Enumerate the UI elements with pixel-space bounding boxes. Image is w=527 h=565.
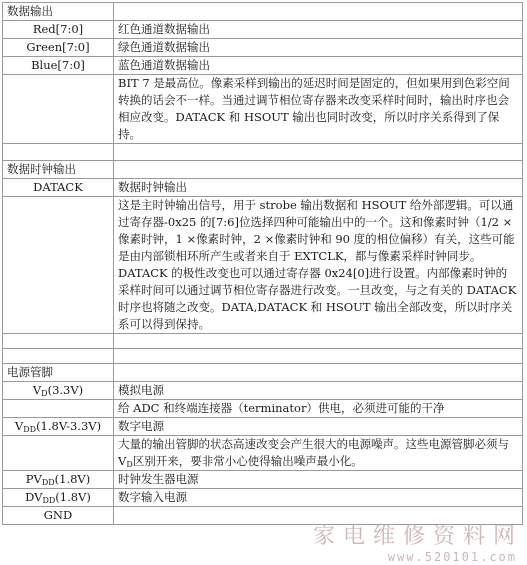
table-row-gnd xyxy=(3,507,523,525)
table-row-vdd-note xyxy=(3,436,523,471)
pin-desc-vd: 模拟电源 xyxy=(114,382,523,400)
data-output-note: BIT 7 是最高位。像素采样到输出的延迟时间是固定的，但如果用到色彩空间转换的话会不一样。当通过调节相位寄存器来改变采样时间时，输出时序也会相应改变。DATACK 和 HSOUT 输出也同时改变，所以时序关系得到了保持。 xyxy=(114,75,523,144)
section-title-data-output: 数据输出 xyxy=(3,3,114,21)
pin-name-red: Red[7:0] xyxy=(3,21,114,39)
section-row-clock-output xyxy=(3,161,523,179)
pin-desc-datack: 数据时钟输出 xyxy=(114,179,523,197)
pin-name-datack: DATACK xyxy=(3,179,114,197)
table-row-data-note xyxy=(3,75,523,144)
pin-name-blue: Blue[7:0] xyxy=(3,57,114,75)
pin-name-vd: $V_D(3.3V)$ xyxy=(3,382,114,400)
pin-name-gnd: GND xyxy=(3,507,114,525)
pin-desc-blue: 蓝色通道数据输出 xyxy=(114,57,523,75)
pin-desc-dvdd: 数字输入电源 xyxy=(114,489,523,507)
pin-desc-vdd: 数字电源 xyxy=(114,418,523,436)
table-row-pvdd xyxy=(3,471,523,489)
pin-desc-red: 红色通道数据输出 xyxy=(114,21,523,39)
pin-name-pvdd: $PV_{DD}(1.8V)$ xyxy=(3,471,114,489)
pin-description-table xyxy=(2,2,523,525)
spacer-row xyxy=(3,144,523,161)
table-row-vd-note xyxy=(3,400,523,418)
section-title-power-pins: 电源管脚 xyxy=(3,364,114,382)
table-row-datack xyxy=(3,179,523,197)
table-row-green xyxy=(3,39,523,57)
table-row-vdd xyxy=(3,418,523,436)
table-row-datack-note xyxy=(3,197,523,334)
pin-name-dvdd: $DV_{DD}(1.8V)$ xyxy=(3,489,114,507)
datack-note: 这是主时钟输出信号，用于 strobe 输出数据和 HSOUT 给外部逻辑。可以通过寄存器-0x25 的[7:6]位选择四种可能输出中的一个。这和像素时钟（1/2 ×像素时钟，1 ×像素时钟，2 ×像素时钟和 90 度的相位偏移）有关，这些可能是由内部锁相环所产生或者来自于 EXTCLK，都与像素采样时钟同步。DATACK 的极性改变也可以通过寄存器 0x24[0]进行设置。内部像素时钟的采样时间可以通过调节相位寄存器进行改变。一旦改变，与之有关的 DATACK 时序也将随之改变。DATA,DATACK 和 HSOUT 输出全部改变，所以时序关系可以得到保持。 xyxy=(114,197,523,334)
table-row-blue xyxy=(3,57,523,75)
watermark-text: 家电维修资料网 xyxy=(312,524,523,549)
spacer-row xyxy=(3,349,523,364)
section-row-data-output xyxy=(3,3,523,21)
pin-desc-green: 绿色通道数据输出 xyxy=(114,39,523,57)
pin-desc-pvdd: 时钟发生器电源 xyxy=(114,471,523,489)
pin-desc-gnd xyxy=(114,507,523,525)
section-row-power-pins xyxy=(3,364,523,382)
pin-name-vdd: $V_{DD}(1.8V-3.3V)$ xyxy=(3,418,114,436)
section-title-clock-output: 数据时钟输出 xyxy=(3,161,114,179)
watermark-url: www.520101.com xyxy=(387,550,517,564)
vd-note: 给 ADC 和终端连接器（terminator）供电，必须进可能的干净 xyxy=(114,400,523,418)
vdd-note: 大量的输出管脚的状态高速改变会产生很大的电源噪声。这些电源管脚必须与$V_D$区别开来，要非常小心使得输出噪声最小化。 xyxy=(114,436,523,471)
table-row-vd xyxy=(3,382,523,400)
table-row-dvdd xyxy=(3,489,523,507)
spacer-row xyxy=(3,334,523,349)
watermark xyxy=(313,519,523,564)
table-row-red xyxy=(3,21,523,39)
pin-name-green: Green[7:0] xyxy=(3,39,114,57)
